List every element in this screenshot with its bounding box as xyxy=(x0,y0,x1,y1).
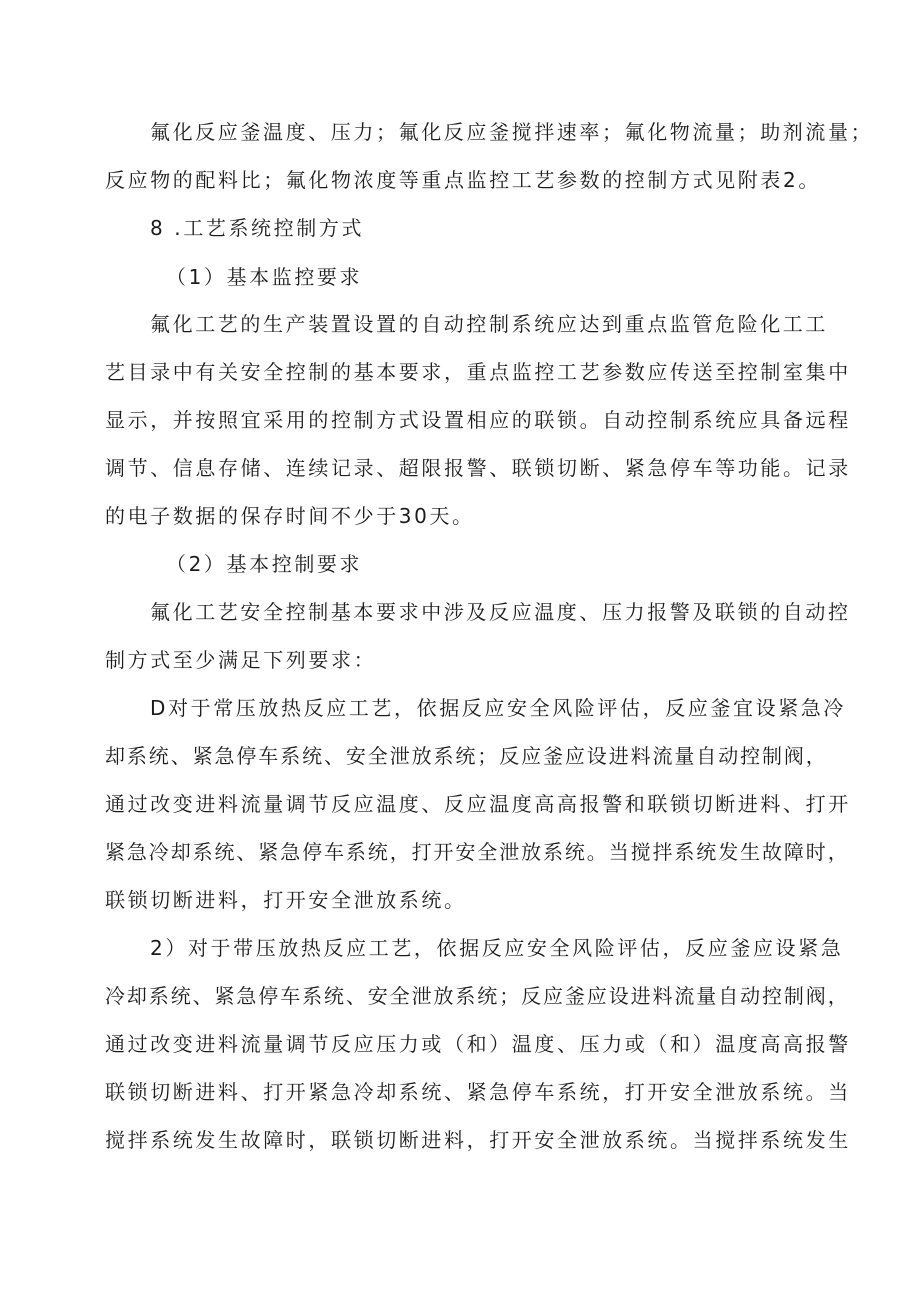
section-heading: 8 .工艺系统控制方式 xyxy=(150,216,365,240)
text-line: 却系统、紧急停车系统、安全泄放系统；反应釜应设进料流量自动控制阀， xyxy=(105,744,828,768)
text-line: 氟化工艺安全控制基本要求中涉及反应温度、压力报警及联锁的自动控 xyxy=(150,600,851,624)
text-line: D对于常压放热反应工艺，依据反应安全风险评估，反应釜宜设紧急冷 xyxy=(150,696,846,720)
text-line: 氟化反应釜温度、压力；氟化反应釜搅拌速率；氟化物流量；助剂流量； xyxy=(150,120,874,144)
text-line: 显示，并按照宜采用的控制方式设置相应的联锁。自动控制系统应具备远程 xyxy=(105,408,851,432)
text-line: 制方式至少满足下列要求： xyxy=(105,648,377,672)
subsection-heading: （2）基本控制要求 xyxy=(166,552,363,576)
text-line: 通过改变进料流量调节反应温度、反应温度高高报警和联锁切断进料、打开 xyxy=(105,792,851,816)
subsection-heading: （1）基本监控要求 xyxy=(166,265,363,289)
text-line: 2）对于带压放热反应工艺，依据反应安全风险评估，反应釜应设紧急 xyxy=(150,936,844,960)
text-line: 通过改变进料流量调节反应压力或（和）温度、压力或（和）温度高高报警 xyxy=(105,1032,851,1056)
text-line: 反应物的配料比；氟化物浓度等重点监控工艺参数的控制方式见附表2。 xyxy=(105,168,821,192)
text-line: 紧急冷却系统、紧急停车系统，打开安全泄放系统。当搅拌系统发生故障时， xyxy=(105,840,850,864)
text-line: 冷却系统、紧急停车系统、安全泄放系统；反应釜应设进料流量自动控制阀， xyxy=(105,984,850,1008)
text-line: 艺目录中有关安全控制的基本要求，重点监控工艺参数应传送至控制室集中 xyxy=(105,360,851,384)
text-line: 联锁切断进料，打开安全泄放系统。 xyxy=(105,888,467,912)
text-line: 调节、信息存储、连续记录、超限报警、联锁切断、紧急停车等功能。记录 xyxy=(105,456,851,480)
text-line: 的电子数据的保存时间不少于30天。 xyxy=(105,504,475,528)
text-line: 搅拌系统发生故障时，联锁切断进料，打开安全泄放系统。当搅拌系统发生 xyxy=(105,1128,851,1152)
text-line: 氟化工艺的生产装置设置的自动控制系统应达到重点监管危险化工工 xyxy=(150,312,828,336)
text-line: 联锁切断进料、打开紧急冷却系统、紧急停车系统，打开安全泄放系统。当 xyxy=(105,1080,851,1104)
